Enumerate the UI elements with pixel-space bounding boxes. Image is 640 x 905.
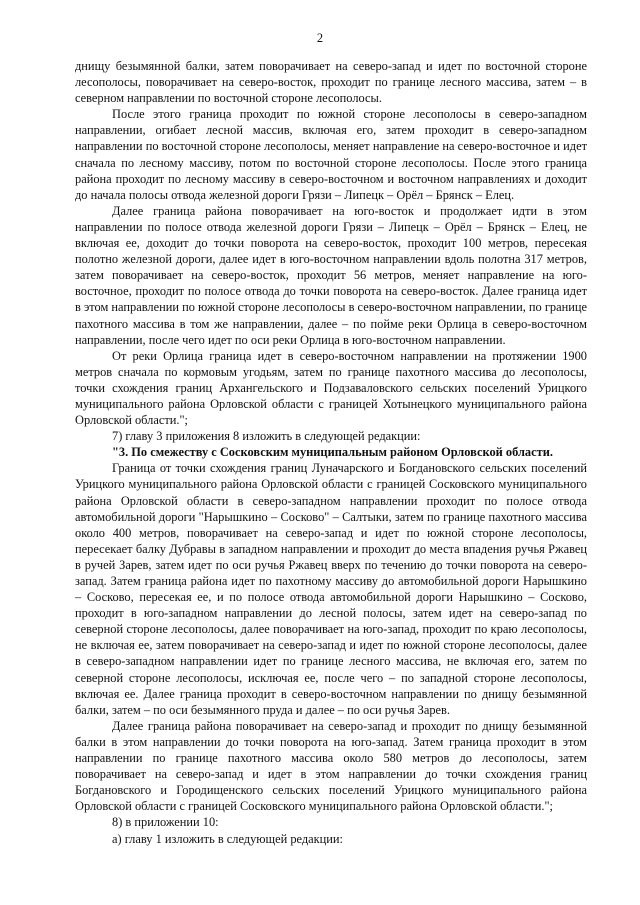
paragraph-item-8: 8) в приложении 10: (112, 815, 219, 830)
paragraph-boundary-soskovo: Граница от точки схождения границ Луначарского и Богдановского сельских поселений Урицкого муниципального района Орловской области с границей Сосковского муниципального района Орловской области в северо-западном направлении проходит по полосе отвода автомобильной дороги "Нарышкино – Сосково" – Салтыки, затем по границе пахотного массива около 400 метров, поворачивает на северо-запад и идет по южной стороне лесополосы, пересекает балку Дубравы в западном направлении и проходит до места впадения ручья Ржавец в ручей Зарев, затем идет по оси ручья Ржавец вверх по течению до точки поворота на северо-запад. Затем граница района идет по пахотному массиву до автомобильной дороги Нарышкино – Сосково, пересекая ее, и по полосе отвода автомобильной дороги Нарышкино – Сосково, проходит в юго-западном направлении до лесной полосы, затем идет на северо-запад по северной стороне лесополосы, далее поворачивает на юго-запад, проходит по краю лесополосы, не включая ее, затем поворачивает на северо-запад и идет по южной стороне лесополосы, далее в северо-западном направлении идет по границе лесного массива, не включая его, затем по северной стороне лесополосы, исключая ее, после чего – по западной стороне лесополосы, включая ее. Далее граница проходит в северо-восточном направлении по днищу безымянной балки, затем – по оси безымянного пруда и далее – по оси ручья Зарев. (75, 461, 587, 717)
section-heading-soskovo: "3. По смежеству с Сосковским муниципальным районом Орловской области. (112, 445, 553, 460)
paragraph-item-7: 7) главу 3 приложения 8 изложить в следующей редакции: (112, 429, 421, 444)
paragraph-item-a: а) главу 1 изложить в следующей редакции: (112, 831, 344, 846)
paragraph-boundary-northwest: Далее граница района поворачивает на северо-запад и проходит по днищу безымянной балки в этом направлении до точки поворота на юго-запад. Затем граница проходит в этом направлении по границе пахотного массива около 580 метров до лесополосы, затем поворачивает на северо-запад и идет в этом направлении до точки схождения границ Богдановского и Городищенского сельских поселений Урицкого муниципального района Орловской области с границей Сосковского муниципального района Орловской области."; (75, 718, 587, 814)
paragraph-boundary-railway: Далее граница района поворачивает на юго-восток и продолжает идти в этом направлении по полосе отвода железной дороги Грязи – Липецк – Орёл – Брянск – Елец, не включая ее, доходит до точки поворота на северо-восток, проходит 100 метров, пересекая полотно железной дороги, далее идет в юго-восточном направлении вдоль полотна 317 метров, затем поворачивает на северо-восток, проходит 56 метров, меняет направление на юго-восточное, проходит по полосе отвода до точки поворота на северо-восток. Далее граница идет в этом направлении по южной стороне лесополосы в северо-восточном направлении, по границе пахотного массива в том же направлении, далее – по пойме реки Орлица в северо-восточном направлении, после чего идет по оси реки Орлица в юго-восточном направлении. (75, 203, 587, 347)
document-body (75, 58, 587, 847)
page-number: 2 (316, 31, 324, 45)
paragraph-boundary-orlitsa: От реки Орлица граница идет в северо-восточном направлении на протяжении 1900 метров сначала по кормовым угодьям, затем по границе пахотного массива до лесополосы, точки схождения границ Архангельского и Подзаваловского сельских поселений Урицкого муниципального района Орловской области с границей Хотынецкого муниципального района Орловской области."; (75, 348, 587, 428)
paragraph-continuation: днищу безымянной балки, затем поворачивает на северо-запад и идет по восточной стороне лесополосы, поворачивает на северо-восток, проходит по границе лесного массива, затем – в северном направлении по восточной стороне лесополосы. (75, 59, 587, 106)
paragraph-boundary-forest: После этого граница проходит по южной стороне лесополосы в северо-западном направлении, огибает лесной массив, включая его, затем проходит в северо-западном направлении по восточной стороне лесополосы, меняет направление на северо-восточное и идет сначала по лесному массиву, потом по восточной стороне лесополосы. После этого граница района проходит по лесному массиву в северо-восточном и восточном направлениях и доходит до начала полосы отвода железной дороги Грязи – Липецк – Орёл – Брянск – Елец. (75, 107, 587, 202)
